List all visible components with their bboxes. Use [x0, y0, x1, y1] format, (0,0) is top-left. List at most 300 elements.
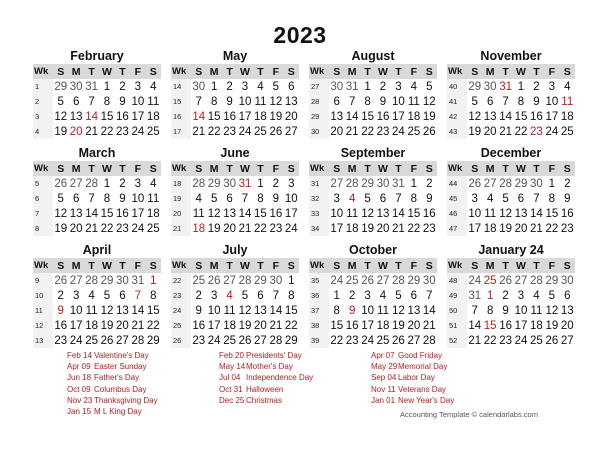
- day-cell: 11: [85, 304, 98, 317]
- week-number-header: Wk: [447, 258, 467, 273]
- holiday-name: Halloween: [246, 384, 284, 394]
- day-cell: 18: [483, 222, 497, 235]
- week-number: 41: [447, 94, 467, 109]
- week-number: 50: [447, 303, 467, 318]
- weekday-header: M: [206, 258, 221, 273]
- day-cell: 29: [54, 80, 68, 93]
- month-table: [447, 64, 575, 139]
- week-number: 27: [309, 79, 329, 94]
- day-cell: 18: [146, 110, 160, 123]
- week-row: [309, 94, 437, 109]
- day-cell: 8: [517, 95, 525, 108]
- month-calendar: [33, 48, 161, 139]
- month-name: June: [220, 146, 250, 160]
- day-cell: 27: [514, 274, 528, 287]
- day-cell: 4: [150, 80, 157, 93]
- day-cell: 24: [361, 334, 374, 347]
- day-cell: 20: [514, 222, 528, 235]
- holiday-date: Jul 04: [219, 373, 241, 383]
- day-cell: 6: [333, 95, 340, 108]
- day-cell: 22: [284, 319, 298, 332]
- weekday-header: S: [284, 161, 299, 176]
- day-cell: 14: [499, 110, 512, 123]
- weekday-header: W: [375, 258, 390, 273]
- day-cell: 29: [207, 177, 221, 190]
- day-cell: 13: [284, 95, 298, 108]
- week-row: [171, 333, 299, 348]
- day-cell: 6: [564, 289, 571, 302]
- day-cell: 9: [57, 304, 64, 317]
- day-cell: 20: [376, 222, 390, 235]
- day-cell: 5: [395, 289, 402, 302]
- day-cell: 19: [54, 222, 68, 235]
- weekday-header-row: [309, 161, 437, 176]
- day-cell: 17: [392, 110, 405, 123]
- day-cell: 19: [54, 125, 68, 138]
- day-cell: 21: [192, 125, 206, 138]
- week-row: [33, 124, 161, 139]
- day-cell: 13: [407, 304, 421, 317]
- weekday-header: S: [53, 64, 68, 79]
- day-cell: 30: [116, 274, 129, 287]
- week-number-header: Wk: [33, 161, 53, 176]
- holiday-list: [67, 350, 537, 417]
- week-row: [171, 288, 299, 303]
- day-cell: 3: [471, 192, 478, 205]
- day-cell: 26: [207, 274, 221, 287]
- day-cell: 15: [254, 207, 267, 220]
- day-cell: 2: [57, 289, 64, 302]
- day-cell: 20: [223, 222, 236, 235]
- day-cell: 29: [361, 177, 374, 190]
- day-cell: 15: [146, 304, 160, 317]
- month-calendar: [171, 145, 299, 236]
- day-cell: 4: [564, 80, 571, 93]
- day-cell: 26: [269, 125, 283, 138]
- day-cell: 27: [223, 274, 236, 287]
- day-cell: 26: [545, 334, 559, 347]
- month-grid: [33, 48, 575, 348]
- day-cell: 16: [269, 207, 283, 220]
- holiday-name: Valentine's Day: [94, 351, 149, 360]
- week-number: 8: [33, 221, 53, 236]
- holiday-item: [371, 395, 523, 406]
- week-number: 2: [33, 94, 53, 109]
- day-cell: 12: [422, 95, 436, 108]
- day-cell: 23: [54, 334, 68, 347]
- day-cell: 24: [468, 274, 482, 287]
- holiday-date: Apr 09: [67, 362, 91, 372]
- weekday-header: M: [482, 64, 497, 79]
- day-cell: 16: [192, 319, 206, 332]
- day-cell: 7: [348, 95, 356, 108]
- year-title: 2023: [273, 22, 327, 48]
- day-cell: 15: [207, 110, 221, 123]
- day-cell: 29: [146, 334, 160, 347]
- day-cell: 23: [345, 334, 359, 347]
- weekday-header: S: [284, 258, 299, 273]
- week-row: [447, 109, 575, 124]
- day-cell: 17: [468, 222, 482, 235]
- day-cell: 3: [395, 80, 402, 93]
- weekday-header: T: [391, 258, 406, 273]
- week-number: 48: [447, 273, 467, 288]
- day-cell: 1: [548, 177, 556, 190]
- week-number: 11: [33, 303, 53, 318]
- day-cell: 28: [422, 334, 436, 347]
- day-cell: 5: [210, 192, 218, 205]
- day-cell: 12: [100, 304, 114, 317]
- week-row: [309, 221, 437, 236]
- day-cell: 5: [57, 192, 64, 205]
- weekday-header: F: [268, 258, 283, 273]
- day-cell: 2: [119, 80, 126, 93]
- day-cell: 6: [257, 289, 264, 302]
- week-number-header: Wk: [309, 258, 329, 273]
- day-cell: 1: [210, 80, 218, 93]
- holiday-item: [371, 372, 523, 383]
- day-cell: 22: [146, 319, 160, 332]
- day-cell: 3: [210, 289, 218, 302]
- day-cell: 17: [545, 110, 559, 123]
- month-table: [171, 258, 299, 348]
- day-cell: 9: [348, 304, 356, 317]
- weekday-header: T: [253, 64, 268, 79]
- day-cell: 18: [407, 110, 421, 123]
- day-cell: 10: [238, 95, 252, 108]
- day-cell: 7: [195, 95, 202, 108]
- day-cell: 9: [119, 95, 126, 108]
- weekday-header: T: [529, 64, 544, 79]
- day-cell: 5: [103, 289, 111, 302]
- holiday-name: New Year's Day: [398, 395, 455, 405]
- day-cell: 13: [116, 304, 129, 317]
- month-name: April: [82, 243, 112, 257]
- day-cell: 2: [564, 177, 571, 190]
- weekday-header: T: [222, 64, 237, 79]
- weekday-header: T: [115, 161, 130, 176]
- day-cell: 23: [269, 222, 283, 235]
- week-row: [171, 273, 299, 288]
- day-cell: 29: [407, 274, 421, 287]
- day-cell: 14: [238, 207, 252, 220]
- day-cell: 23: [422, 222, 436, 235]
- week-number: 49: [447, 288, 467, 303]
- week-number-header: Wk: [171, 161, 191, 176]
- day-cell: 27: [69, 177, 83, 190]
- day-cell: 22: [254, 222, 267, 235]
- week-row: [171, 94, 299, 109]
- day-cell: 6: [119, 289, 126, 302]
- day-cell: 2: [379, 80, 387, 93]
- day-cell: 26: [54, 274, 68, 287]
- month-name: January 24: [478, 243, 544, 257]
- day-cell: 17: [207, 319, 221, 332]
- day-cell: 31: [238, 177, 252, 190]
- holiday-name: Easter Sunday: [94, 362, 147, 372]
- day-cell: 23: [192, 334, 206, 347]
- month-calendar: [309, 145, 437, 236]
- day-cell: 20: [254, 319, 267, 332]
- day-cell: 9: [379, 95, 387, 108]
- day-cell: 3: [517, 289, 525, 302]
- day-cell: 11: [254, 95, 267, 108]
- day-cell: 28: [530, 274, 543, 287]
- holiday-column: [371, 350, 523, 417]
- day-cell: 30: [560, 274, 574, 287]
- day-cell: 2: [426, 177, 433, 190]
- day-cell: 26: [422, 125, 436, 138]
- holiday-date: May 29: [371, 362, 398, 372]
- day-cell: 3: [548, 80, 556, 93]
- weekday-header: S: [146, 64, 161, 79]
- weekday-header: S: [422, 161, 437, 176]
- day-cell: 8: [103, 192, 111, 205]
- weekday-header: M: [344, 258, 359, 273]
- week-number: 37: [309, 303, 329, 318]
- weekday-header-row: [171, 64, 299, 79]
- day-cell: 17: [330, 222, 344, 235]
- week-number: 25: [171, 318, 191, 333]
- week-row: [447, 221, 575, 236]
- day-cell: 25: [254, 125, 267, 138]
- holiday-date: Apr 07: [371, 351, 395, 360]
- day-cell: 18: [146, 207, 160, 220]
- day-cell: 21: [345, 125, 359, 138]
- week-number: 24: [171, 303, 191, 318]
- day-cell: 12: [54, 110, 68, 123]
- week-number: 23: [171, 288, 191, 303]
- day-cell: 11: [147, 192, 160, 205]
- month-name: February: [70, 49, 124, 63]
- day-cell: 21: [499, 125, 512, 138]
- day-cell: 26: [468, 177, 482, 190]
- day-cell: 16: [499, 319, 512, 332]
- day-cell: 10: [131, 192, 145, 205]
- day-cell: 28: [192, 177, 206, 190]
- day-cell: 10: [361, 304, 374, 317]
- week-number: 21: [171, 221, 191, 236]
- weekday-header-row: [447, 64, 575, 79]
- week-number: 28: [309, 94, 329, 109]
- day-cell: 10: [545, 95, 559, 108]
- weekday-header: F: [406, 161, 421, 176]
- day-cell: 15: [361, 110, 374, 123]
- day-cell: 19: [499, 222, 512, 235]
- day-cell: 11: [377, 304, 389, 317]
- day-cell: 27: [116, 334, 129, 347]
- weekday-header: M: [68, 161, 83, 176]
- weekday-header: W: [513, 258, 528, 273]
- holiday-date: Dec 25: [219, 395, 245, 405]
- day-cell: 9: [533, 95, 540, 108]
- day-cell: 22: [483, 334, 497, 347]
- week-row: [171, 303, 299, 318]
- day-cell: 30: [483, 80, 497, 93]
- weekday-header: M: [482, 161, 497, 176]
- day-cell: 25: [146, 125, 160, 138]
- weekday-header-row: [447, 161, 575, 176]
- day-cell: 28: [85, 274, 98, 287]
- day-cell: 19: [361, 222, 374, 235]
- holiday-name: M L King Day: [94, 406, 142, 416]
- week-row: [309, 176, 437, 191]
- day-cell: 24: [514, 334, 528, 347]
- day-cell: 6: [379, 192, 387, 205]
- month-table: [447, 161, 575, 236]
- day-cell: 11: [346, 207, 359, 220]
- day-cell: 1: [257, 177, 264, 190]
- holiday-item: [219, 350, 371, 361]
- day-cell: 18: [223, 319, 236, 332]
- day-cell: 5: [272, 80, 280, 93]
- day-cell: 20: [483, 125, 497, 138]
- day-cell: 17: [131, 110, 145, 123]
- day-cell: 10: [69, 304, 83, 317]
- week-number-header: Wk: [447, 161, 467, 176]
- holiday-name: Thanksgiving Day: [94, 395, 158, 405]
- day-cell: 3: [134, 177, 142, 190]
- day-cell: 8: [150, 289, 157, 302]
- week-number-header: Wk: [33, 258, 53, 273]
- weekday-header: S: [560, 64, 575, 79]
- day-cell: 12: [54, 207, 68, 220]
- week-row: [33, 221, 161, 236]
- day-cell: 22: [361, 125, 374, 138]
- day-cell: 15: [284, 304, 298, 317]
- week-row: [309, 124, 437, 139]
- day-cell: 27: [560, 334, 574, 347]
- day-cell: 28: [499, 177, 512, 190]
- day-cell: 24: [284, 222, 298, 235]
- holiday-column: [67, 350, 219, 417]
- day-cell: 13: [223, 207, 236, 220]
- holiday-date: Nov 11: [371, 384, 396, 394]
- weekday-header: W: [237, 64, 252, 79]
- day-cell: 6: [72, 95, 80, 108]
- holiday-date: Sep 04: [371, 373, 397, 383]
- day-cell: 17: [131, 207, 145, 220]
- day-cell: 2: [119, 177, 126, 190]
- day-cell: 20: [407, 319, 421, 332]
- week-row: [171, 221, 299, 236]
- day-cell: 25: [146, 222, 160, 235]
- day-cell: 13: [330, 110, 344, 123]
- day-cell: 2: [272, 177, 280, 190]
- day-cell: 4: [226, 289, 233, 302]
- day-cell: 11: [223, 304, 236, 317]
- day-cell: 7: [471, 304, 478, 317]
- day-cell: 17: [284, 207, 298, 220]
- week-row: [447, 333, 575, 348]
- weekday-header: T: [222, 258, 237, 273]
- holiday-name: Father's Day: [94, 373, 140, 383]
- day-cell: 18: [530, 319, 543, 332]
- day-cell: 27: [407, 334, 421, 347]
- day-cell: 6: [226, 192, 233, 205]
- day-cell: 21: [530, 222, 543, 235]
- weekday-header: S: [467, 258, 482, 273]
- day-cell: 7: [272, 289, 280, 302]
- weekday-header: W: [237, 161, 252, 176]
- week-number: 15: [171, 94, 191, 109]
- weekday-header-row: [171, 161, 299, 176]
- day-cell: 15: [514, 110, 528, 123]
- weekday-header: T: [253, 161, 268, 176]
- day-cell: 12: [238, 304, 252, 317]
- weekday-header: F: [130, 161, 145, 176]
- day-cell: 18: [85, 319, 98, 332]
- day-cell: 15: [100, 110, 114, 123]
- day-cell: 7: [502, 95, 509, 108]
- month-table: [447, 258, 575, 348]
- week-row: [447, 191, 575, 206]
- day-cell: 21: [392, 222, 405, 235]
- day-cell: 23: [116, 125, 129, 138]
- day-cell: 4: [348, 192, 356, 205]
- week-row: [33, 318, 161, 333]
- day-cell: 1: [486, 289, 494, 302]
- weekday-header: S: [53, 161, 68, 176]
- day-cell: 12: [499, 207, 512, 220]
- holiday-date: Feb 20: [219, 351, 244, 360]
- month-table: [33, 258, 161, 348]
- day-cell: 9: [226, 95, 233, 108]
- week-number: 26: [171, 333, 191, 348]
- day-cell: 19: [207, 222, 221, 235]
- day-cell: 29: [514, 177, 528, 190]
- day-cell: 1: [103, 80, 111, 93]
- day-cell: 23: [376, 125, 390, 138]
- day-cell: 16: [530, 110, 543, 123]
- day-cell: 4: [486, 192, 494, 205]
- day-cell: 25: [483, 274, 497, 287]
- day-cell: 14: [192, 110, 206, 123]
- day-cell: 26: [392, 334, 405, 347]
- weekday-header-row: [33, 161, 161, 176]
- weekday-header: M: [68, 258, 83, 273]
- weekday-header: S: [560, 161, 575, 176]
- day-cell: 9: [426, 192, 433, 205]
- day-cell: 30: [422, 274, 436, 287]
- day-cell: 21: [269, 319, 283, 332]
- weekday-header-row: [33, 258, 161, 273]
- day-cell: 16: [560, 207, 574, 220]
- holiday-date: May 14: [219, 362, 246, 372]
- day-cell: 12: [545, 304, 559, 317]
- day-cell: 4: [379, 289, 387, 302]
- day-cell: 7: [241, 192, 249, 205]
- day-cell: 31: [345, 80, 359, 93]
- day-cell: 29: [284, 334, 298, 347]
- week-number: 42: [447, 109, 467, 124]
- weekday-header: S: [329, 161, 344, 176]
- day-cell: 26: [100, 334, 114, 347]
- week-row: [309, 273, 437, 288]
- weekday-header: T: [84, 64, 99, 79]
- week-row: [171, 124, 299, 139]
- week-row: [309, 206, 437, 221]
- day-cell: 25: [223, 334, 236, 347]
- day-cell: 31: [131, 274, 145, 287]
- weekday-header: M: [344, 64, 359, 79]
- day-cell: 27: [69, 274, 83, 287]
- day-cell: 17: [238, 110, 252, 123]
- day-cell: 13: [69, 110, 83, 123]
- week-number: 1: [33, 79, 53, 94]
- weekday-header: T: [498, 64, 513, 79]
- weekday-header: F: [544, 161, 559, 176]
